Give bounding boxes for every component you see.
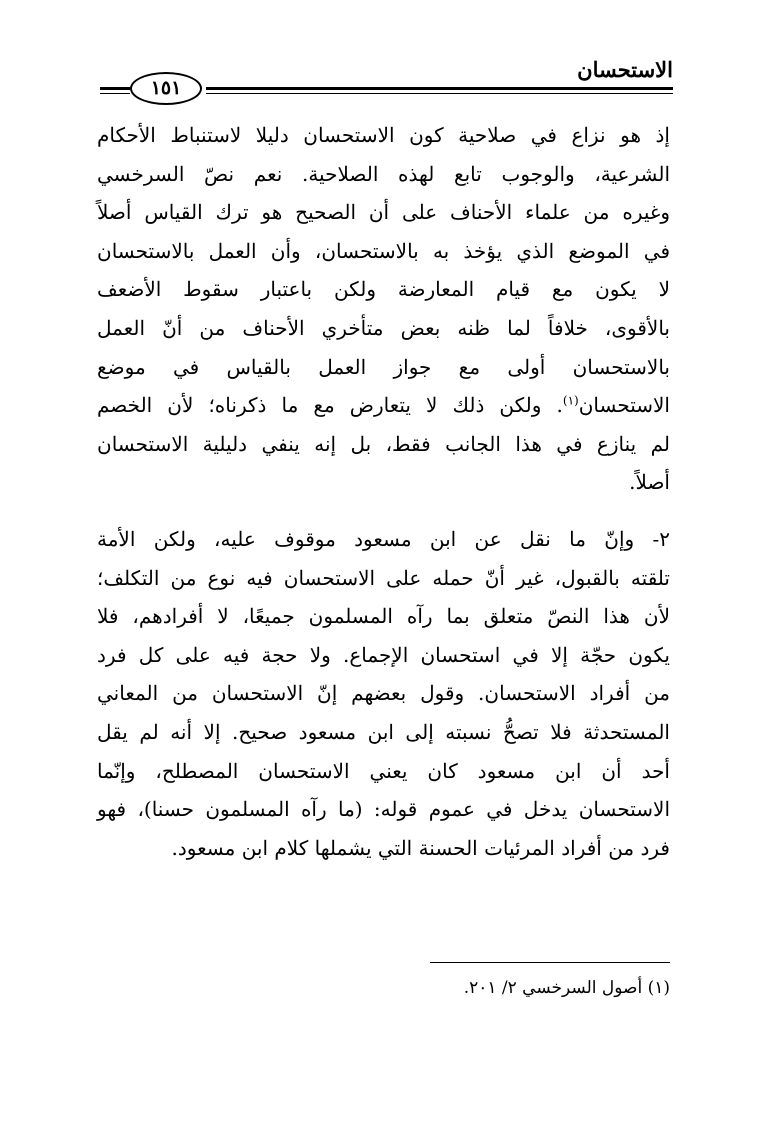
footnote-reference: (١) [562,393,579,408]
text-line: لأن هذا النصّ متعلق بما رآه المسلمون جميعًا، لا أفرادهم، فلا [97,604,670,629]
header-rule-thick [206,87,673,90]
text-line: لم ينازع في هذا الجانب فقط، بل إنه ينفي دليلية الاستحسان [97,431,670,456]
text-line: المستحدثة فلا تصحُّ نسبته إلى ابن مسعود صحيح. إلا أنه لم يقل [97,719,670,744]
paragraph-spacer [97,502,670,520]
header-rule-left-thin [100,93,130,94]
text-line: الشرعية، والوجوب تابع لهذه الصلاحية. نعم نصّ السرخسي [97,161,670,186]
text-segment: الاستحسان [578,393,670,418]
text-line: بالاستحسان أولى مع جواز العمل بالقياس في موضع [97,354,670,379]
text-line: ٢- وإنّ ما نقل عن ابن مسعود موقوف عليه، ولكن الأمة [97,526,670,551]
text-line: أحد أن ابن مسعود كان يعني الاستحسان المصطلح، وإنّما [97,758,670,783]
footnote-separator [430,962,670,963]
text-line: وغيره من علماء الأحناف على أن الصحيح هو ترك القياس أصلاً [97,200,670,225]
paragraph-2 [97,520,670,867]
paragraph-1 [97,116,670,502]
text-line: إذ هو نزاع في صلاحية كون الاستحسان دليلا لاستنباط الأحكام [97,123,670,147]
text-line: أصلاً. [629,470,670,495]
text-line: فرد من أفراد المرئيات الحسنة التي يشملها كلام ابن مسعود. [171,835,670,860]
text-line: بالأقوى، خلافاً لما ظنه بعض متأخري الأحناف من أنّ العمل [97,315,670,340]
text-line: في الموضع الذي يؤخذ به بالاستحسان، وأن العمل بالاستحسان [97,238,670,263]
text-segment: . ولكن ذلك لا يتعارض مع ما ذكرناه؛ لأن الخصم [97,393,563,418]
text-line: من أفراد الاستحسان. وقول بعضهم إنّ الاستحسان من المعاني [97,681,670,706]
header-rule-left-thick [100,87,130,90]
page-number: ١٥١ [130,72,202,105]
footnote: (١) أصول السرخسي ٢/ ٢٠١. [463,978,670,998]
header-rule-thin [206,93,673,94]
running-header-title: الاستحسان [577,57,673,82]
text-line: لا يكون مع قيام المعارضة ولكن باعتبار سقوط الأضعف [97,277,670,302]
text-line: تلقته بالقبول، غير أنّ حمله على الاستحسان فيه نوع من التكلف؛ [97,565,670,590]
text-line: يكون حجّة إلا في استحسان الإجماع. ولا حجة فيه على كل فرد [97,642,670,667]
text-line: الاستحسان يدخل في عموم قوله: (ما رآه المسلمون حسنا)، فهو [97,797,670,822]
main-text [97,116,670,867]
text-line-with-footnote [97,386,670,425]
